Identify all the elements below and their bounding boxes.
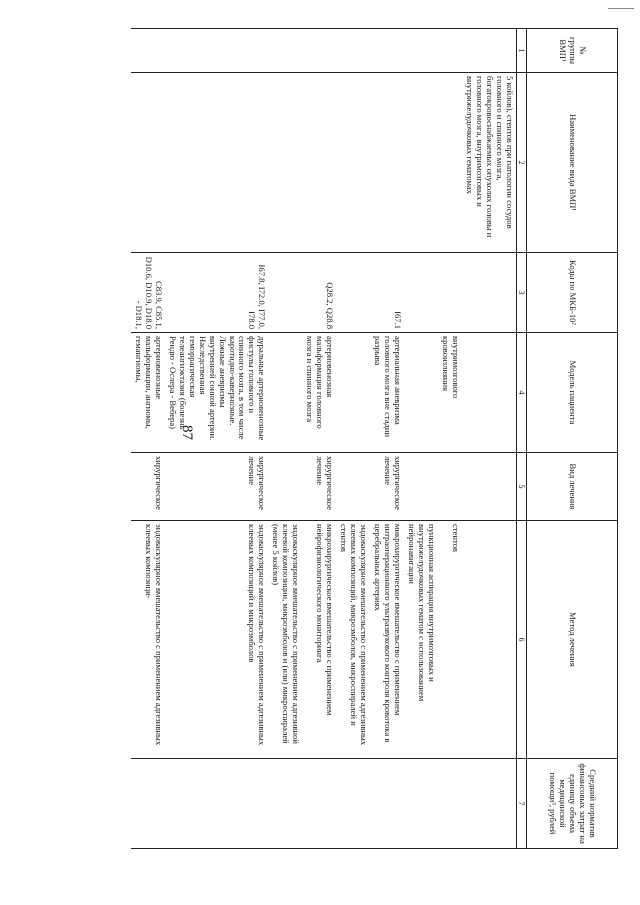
cell-cost: [370, 759, 404, 849]
cell-method: пункционная аспирация внутримозговых и внутрижелудочковых гематом с использованием нейронавигации: [404, 521, 438, 759]
cell-group: [336, 29, 370, 73]
cell-model: артериовенозные мальформации, ангиомы, гемангиомы,: [131, 333, 165, 453]
vmp-table: [131, 28, 618, 849]
column-number: 1: [516, 29, 526, 73]
table-row: [268, 29, 302, 849]
cell-name: [404, 73, 438, 253]
cell-name: [336, 73, 370, 253]
cell-cost: [404, 759, 438, 849]
cell-model: [404, 333, 438, 453]
cell-treatment-type: хирургическое лечение: [370, 453, 404, 521]
cell-group: [165, 29, 269, 73]
column-number: 4: [516, 333, 526, 453]
column-number-row: [516, 29, 526, 849]
cell-model: [462, 333, 516, 453]
cell-treatment-type: [462, 453, 516, 521]
cell-cost: [462, 759, 516, 849]
page-number: 87: [179, 425, 195, 440]
table-row: [165, 29, 269, 849]
cell-name: 5 койлов), стентов при патологии сосудов головного и спинного мозга, богатокровоснабжаемых опухолях головы и головного мозга, внутримозговых и внутрижелудочковых гематомах: [462, 73, 516, 253]
header-group: № группы ВМП¹: [527, 29, 618, 73]
cell-group: [438, 29, 462, 73]
table-row: [462, 29, 516, 849]
column-number: 2: [516, 73, 526, 253]
cell-name: [438, 73, 462, 253]
cell-name: [165, 73, 269, 253]
cell-codes: Q28.2, Q28.8: [302, 253, 336, 333]
cell-name: [370, 73, 404, 253]
cell-codes: C83.9, C85.1, D10.6, D10.9, D18.0 - D18.1,: [131, 253, 165, 333]
table-row: [438, 29, 462, 849]
cell-treatment-type: [268, 453, 302, 521]
cell-model: [268, 333, 302, 453]
cell-codes: [462, 253, 516, 333]
cell-group: [404, 29, 438, 73]
table-row: [336, 29, 370, 849]
cell-method: [462, 521, 516, 759]
cell-codes: I67.1: [370, 253, 404, 333]
cell-model: дуральные артериовенозные фистулы головного и спинного мозга, в том числе каротидно-кавернозные. Ложные аневризмы внутренней сонной артерии. Наследственная геморрагическая телеангиэктазия (болезнь Рендю - Ослера - Вебера): [165, 333, 269, 453]
cell-treatment-type: [438, 453, 462, 521]
cell-method: микрохирургическое вмешательство с применением интраоперационного ультразвукового контроля кровотока в церебральных артериях: [370, 521, 404, 759]
cell-method: эндоваскулярное вмешательство с применением адгезивных клеевых композици-: [131, 521, 165, 759]
cell-group: [302, 29, 336, 73]
cell-treatment-type: [336, 453, 370, 521]
header-model: Модель пациента: [527, 333, 618, 453]
cell-name: [302, 73, 336, 253]
cell-codes: [438, 253, 462, 333]
column-number: 7: [516, 759, 526, 849]
rotated-table-inner: [78, 28, 618, 848]
cell-cost: [302, 759, 336, 849]
cell-treatment-type: хирургическое: [131, 453, 165, 521]
corner-rule: [608, 8, 634, 9]
cell-cost: [131, 759, 165, 849]
column-number: 6: [516, 521, 526, 759]
header-name: Наименование вида ВМП¹: [527, 73, 618, 253]
cell-method: эндоваскулярное вмешательство с применением адгезивных клеевых композиций, микроэмболов, микроспиралей и стентов: [336, 521, 370, 759]
header-treatment-type: Вид лечения: [527, 453, 618, 521]
cell-model: артериальная аневризма головного мозга вне стадии разрыва: [370, 333, 404, 453]
cell-group: [462, 29, 516, 73]
header-row: [527, 29, 618, 849]
table-row: [370, 29, 404, 849]
cell-cost: [336, 759, 370, 849]
column-number: 5: [516, 453, 526, 521]
cell-cost: [165, 759, 269, 849]
rotated-table-frame: [78, 28, 618, 848]
cell-treatment-type: [404, 453, 438, 521]
cell-model: артериовенозная мальформация головного мозга и спинного мозга: [302, 333, 336, 453]
table-row: [302, 29, 336, 849]
cell-cost: [438, 759, 462, 849]
cell-treatment-type: хирургическое лечение: [165, 453, 269, 521]
cell-model: [336, 333, 370, 453]
cell-codes: [268, 253, 302, 333]
table-row: [404, 29, 438, 849]
cell-codes: I67.8, I72.0, I77.0, I78.0: [165, 253, 269, 333]
cell-method: микрохирургическое вмешательство с применением нейрофизиологического мониторинга: [302, 521, 336, 759]
cell-method: стентов: [438, 521, 462, 759]
cell-model: внутримозгового кровоизлияния: [438, 333, 462, 453]
cell-codes: [336, 253, 370, 333]
cell-group: [370, 29, 404, 73]
cell-codes: [404, 253, 438, 333]
cell-method: эндоваскулярное вмешательство с применением адгезивной клеевой композиции, микроэмболов и (или) микроспиралей (менее 5 койлов): [268, 521, 302, 759]
cell-treatment-type: хирургическое лечение: [302, 453, 336, 521]
cell-name: [268, 73, 302, 253]
cell-method: эндоваскулярное вмешательство с применением адгезивных клеевых композиций и микроэмболов: [165, 521, 269, 759]
header-codes: Коды по МКБ-10²: [527, 253, 618, 333]
cell-group: [268, 29, 302, 73]
cell-cost: [268, 759, 302, 849]
column-number: 3: [516, 253, 526, 333]
header-method: Метод лечения: [527, 521, 618, 759]
cell-name: [131, 73, 165, 253]
table-row: [131, 29, 165, 849]
cell-group: [131, 29, 165, 73]
header-cost: Средний норматив финансовых затрат на единицу объема медицинской помощи³, рублей: [527, 759, 618, 849]
